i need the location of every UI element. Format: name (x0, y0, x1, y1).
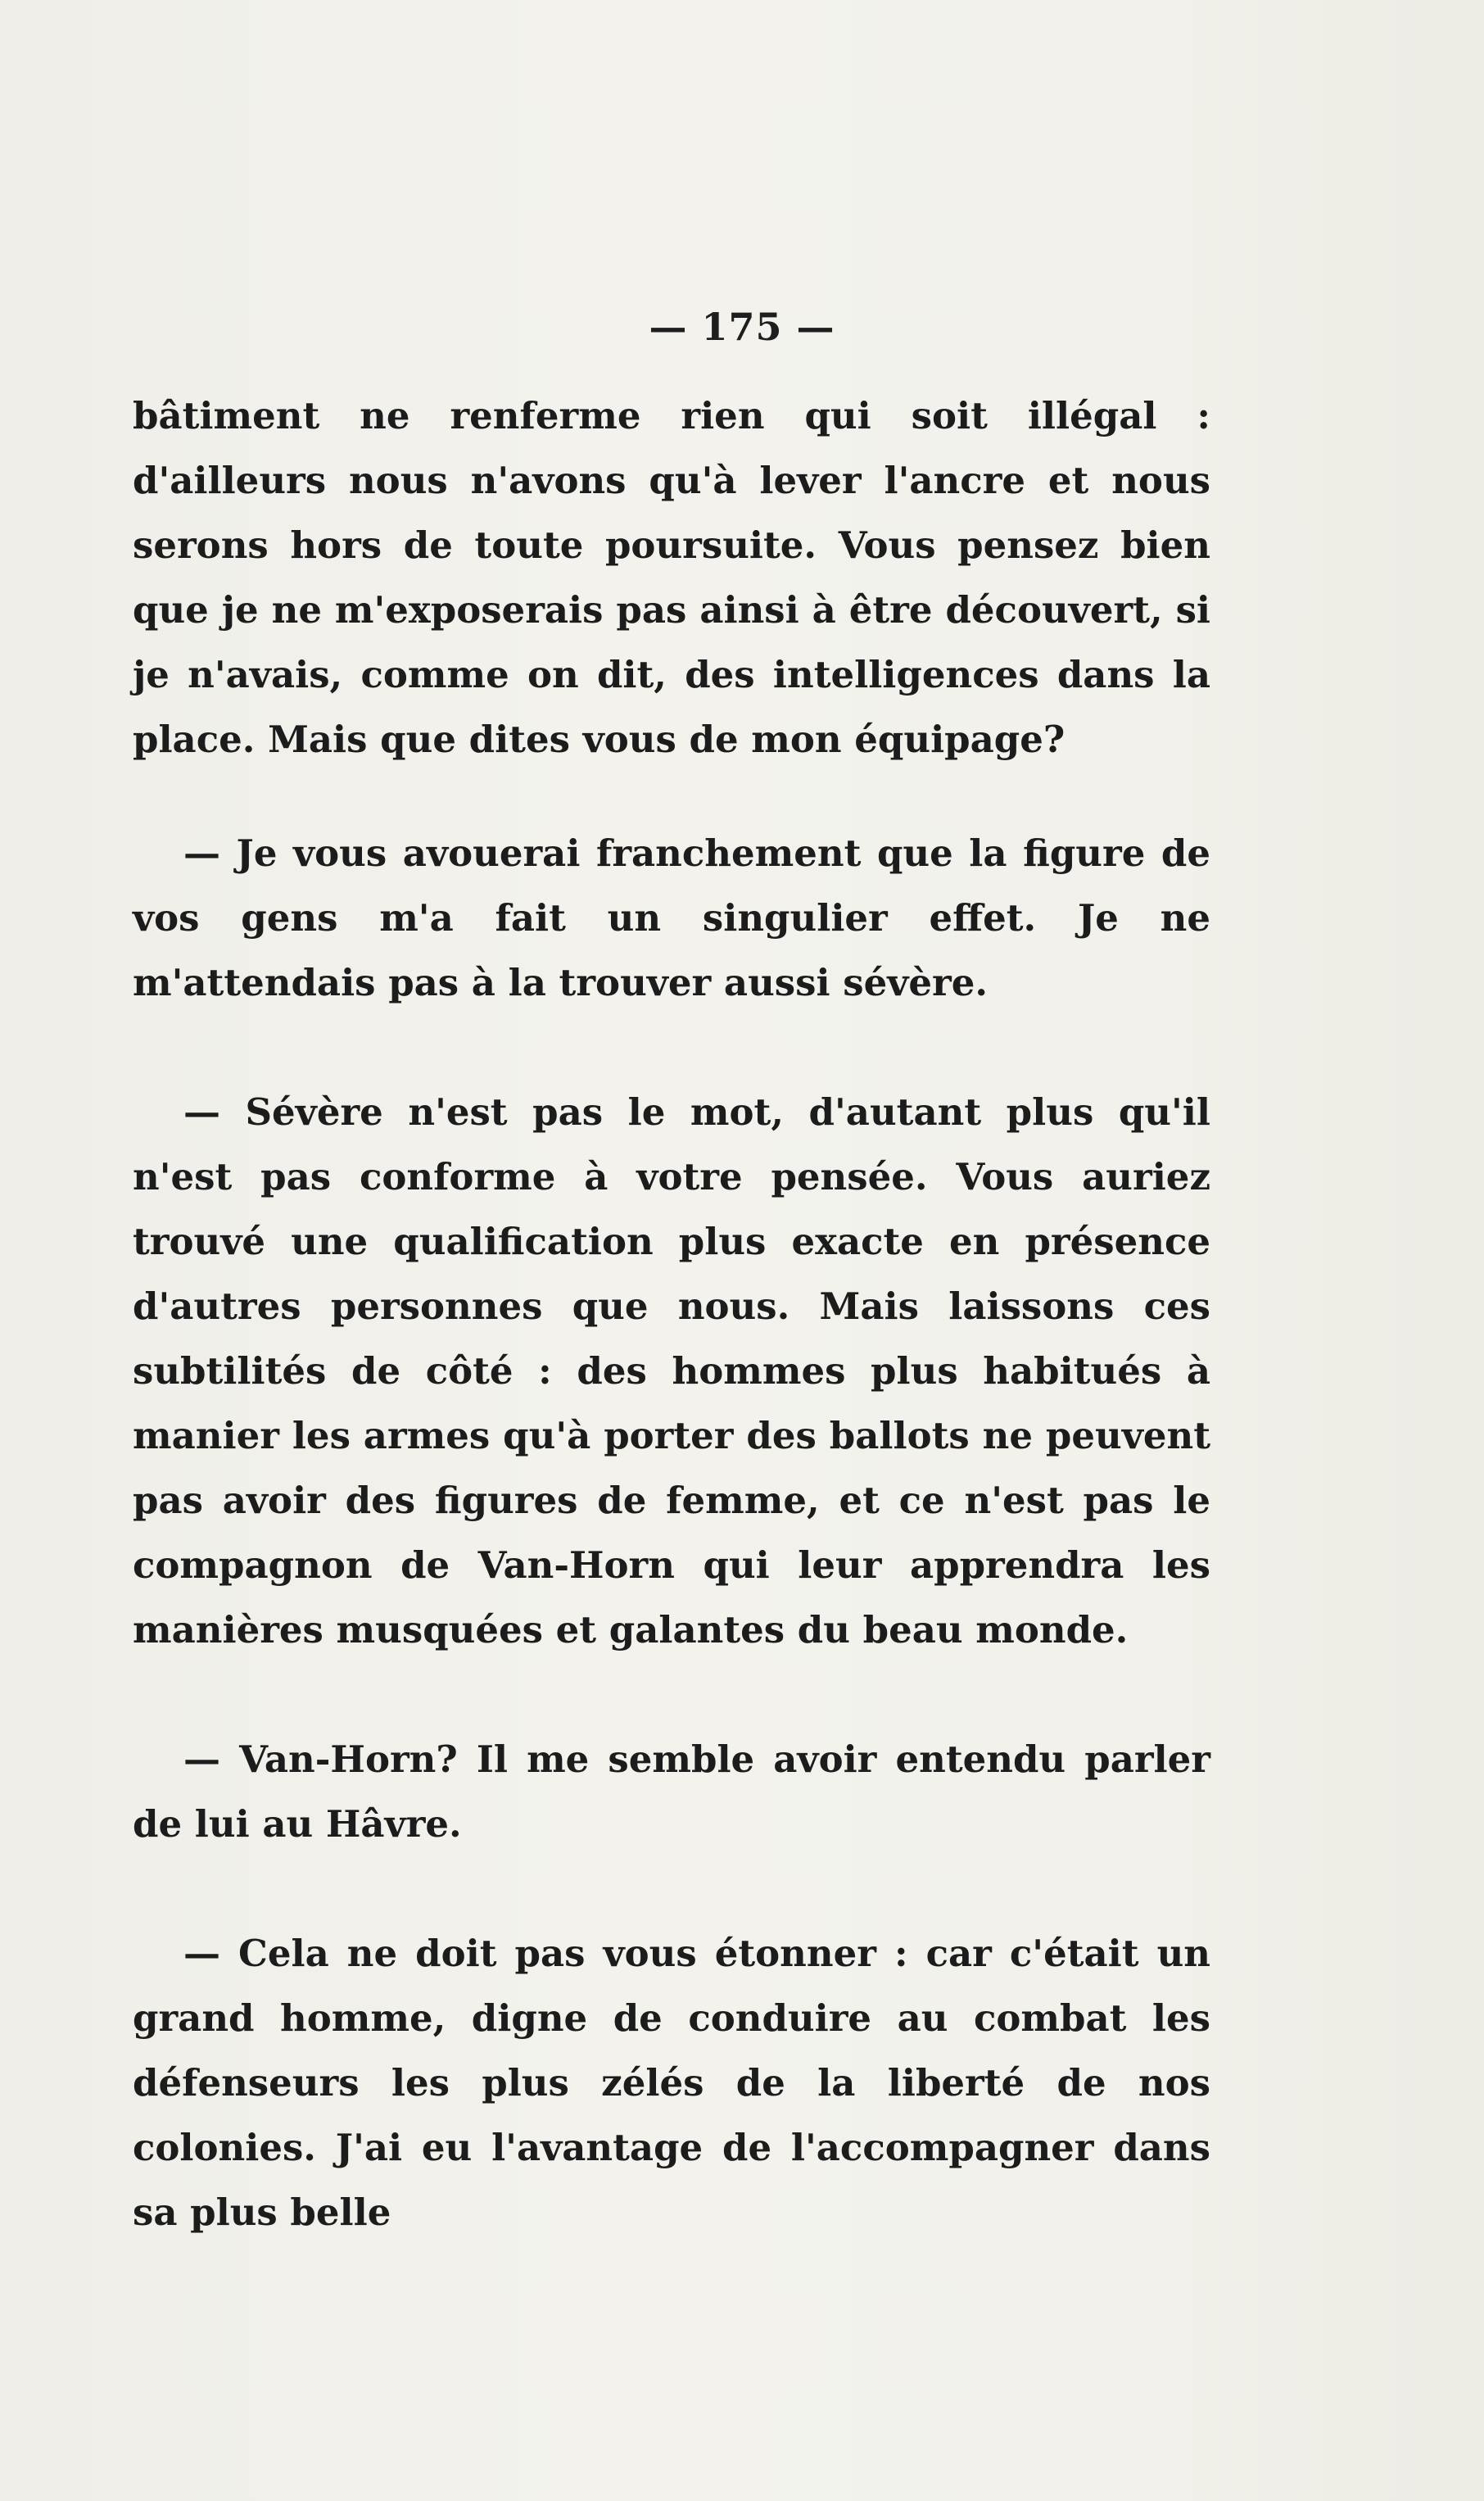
paragraph-gap (133, 772, 1210, 821)
paragraph-gap (133, 1662, 1210, 1727)
paragraph-5: — Cela ne doit pas vous étonner : car c'était un grand homme, digne de conduire au combat les défenseurs les plus zélés de la liberté de nos colonies. J'ai eu l'avantage de l'accompagner dans sa plus belle (133, 1932, 1210, 2234)
paragraph-1: bâtiment ne renferme rien qui soit illégal : d'ailleurs nous n'avons qu'à lever l'ancre et nous serons hors de toute poursuite. Vous pensez bien que je ne m'exposerais pas ainsi à être découvert, si je n'avais, comme on dit, des intelligences dans la place. Mais que dites vous de mon équipage? (133, 394, 1210, 761)
paragraph-3: — Sévère n'est pas le mot, d'autant plus qu'il n'est pas conforme à votre pensée. Vous auriez trouvé une qualification plus exacte en présence d'autres personnes que nous. Mais laissons ces subtilités de côté : des hommes plus habitués à manier les armes qu'à porter des ballots ne peuvent pas avoir des figures de femme, et ce n'est pas le compagnon de Van-Horn qui leur apprendra les manières musquées et galantes du beau monde. (133, 1090, 1210, 1651)
paragraph-gap (133, 1015, 1210, 1080)
body-text (133, 383, 1210, 2245)
paragraph-gap (133, 1856, 1210, 1921)
paragraph-4: — Van-Horn? Il me semble avoir entendu parler de lui au Hâvre. (133, 1738, 1210, 1846)
page-number: — 175 — (649, 305, 835, 349)
paragraph-2: — Je vous avouerai franchement que la figure de vos gens m'a fait un singulier effet. Je ne m'attendais pas à la trouver aussi sévère. (133, 831, 1210, 1004)
